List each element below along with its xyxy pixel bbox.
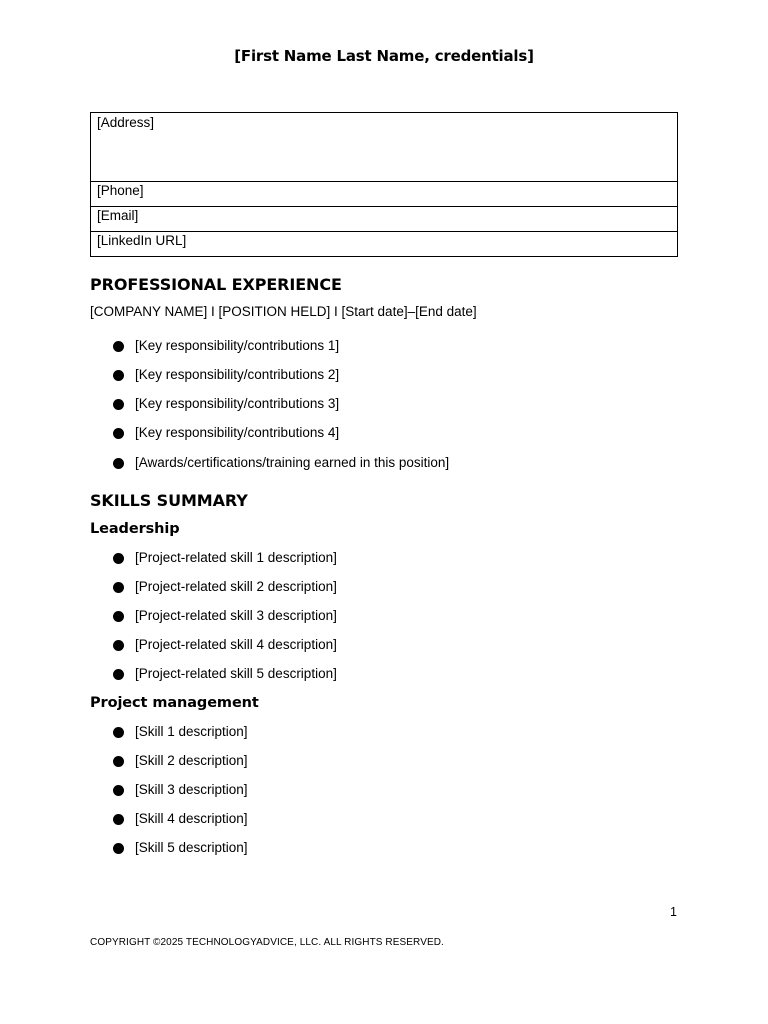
copyright-notice: COPYRIGHT ©2025 TECHNOLOGYADVICE, LLC. ALL RIGHTS RESERVED. bbox=[90, 937, 444, 948]
list-item-text: [Skill 1 description] bbox=[135, 724, 248, 739]
list-item-text: [Project-related skill 2 description] bbox=[135, 579, 337, 594]
list-item bbox=[112, 578, 337, 595]
list-item-text: [Skill 3 description] bbox=[135, 782, 248, 797]
skills-group-title-leadership: Leadership bbox=[90, 521, 180, 537]
contact-row-phone bbox=[91, 182, 678, 207]
contact-row-linkedin bbox=[91, 232, 678, 257]
list-item-text: [Key responsibility/contributions 1] bbox=[135, 338, 340, 353]
page-number: 1 bbox=[670, 905, 677, 919]
bullet-icon bbox=[113, 341, 124, 352]
list-item-text: [Skill 5 description] bbox=[135, 840, 248, 855]
list-item bbox=[112, 781, 248, 798]
list-item-text: [Skill 4 description] bbox=[135, 811, 248, 826]
bullet-icon bbox=[113, 814, 124, 825]
list-item-text: [Key responsibility/contributions 3] bbox=[135, 396, 340, 411]
list-item-text: [Project-related skill 4 description] bbox=[135, 637, 337, 652]
list-item bbox=[112, 454, 449, 471]
bullet-icon bbox=[113, 553, 124, 564]
bullet-icon bbox=[113, 428, 124, 439]
experience-heading: PROFESSIONAL EXPERIENCE bbox=[90, 275, 342, 294]
bullet-icon bbox=[113, 370, 124, 381]
list-item bbox=[112, 607, 337, 624]
leadership-skill-list bbox=[112, 549, 337, 682]
bullet-icon bbox=[113, 399, 124, 410]
bullet-icon bbox=[113, 582, 124, 593]
list-item bbox=[112, 366, 449, 383]
bullet-icon bbox=[113, 611, 124, 622]
phone-field[interactable]: [Phone] bbox=[91, 182, 678, 207]
bullet-icon bbox=[113, 756, 124, 767]
contact-row-address bbox=[91, 113, 678, 182]
experience-bullet-list bbox=[112, 337, 449, 471]
address-field[interactable]: [Address] bbox=[91, 113, 678, 182]
email-field[interactable]: [Email] bbox=[91, 207, 678, 232]
linkedin-field[interactable]: [LinkedIn URL] bbox=[91, 232, 678, 257]
bullet-icon bbox=[113, 727, 124, 738]
list-item bbox=[112, 839, 248, 856]
list-item bbox=[112, 810, 248, 827]
contact-table bbox=[90, 112, 678, 257]
list-item-text: [Project-related skill 3 description] bbox=[135, 608, 337, 623]
list-item-text: [Project-related skill 5 description] bbox=[135, 666, 337, 681]
list-item bbox=[112, 752, 248, 769]
list-item bbox=[112, 337, 449, 354]
list-item bbox=[112, 665, 337, 682]
company-position-line: [COMPANY NAME] I [POSITION HELD] I [Start date]–[End date] bbox=[90, 304, 477, 319]
list-item-text: [Skill 2 description] bbox=[135, 753, 248, 768]
skills-heading: SKILLS SUMMARY bbox=[90, 491, 248, 510]
contact-row-email bbox=[91, 207, 678, 232]
page-title: [First Name Last Name, credentials] bbox=[234, 47, 534, 65]
bullet-icon bbox=[113, 843, 124, 854]
list-item-text: [Key responsibility/contributions 4] bbox=[135, 425, 340, 440]
bullet-icon bbox=[113, 785, 124, 796]
list-item-text: [Key responsibility/contributions 2] bbox=[135, 367, 340, 382]
list-item bbox=[112, 424, 449, 441]
list-item-text: [Awards/certifications/training earned in this position] bbox=[135, 455, 450, 470]
list-item-text: [Project-related skill 1 description] bbox=[135, 550, 337, 565]
bullet-icon bbox=[113, 458, 124, 469]
skills-group-title-project-management: Project management bbox=[90, 695, 259, 711]
list-item bbox=[112, 723, 248, 740]
list-item bbox=[112, 636, 337, 653]
project-management-skill-list bbox=[112, 723, 248, 856]
list-item bbox=[112, 395, 449, 412]
list-item bbox=[112, 549, 337, 566]
bullet-icon bbox=[113, 669, 124, 680]
bullet-icon bbox=[113, 640, 124, 651]
